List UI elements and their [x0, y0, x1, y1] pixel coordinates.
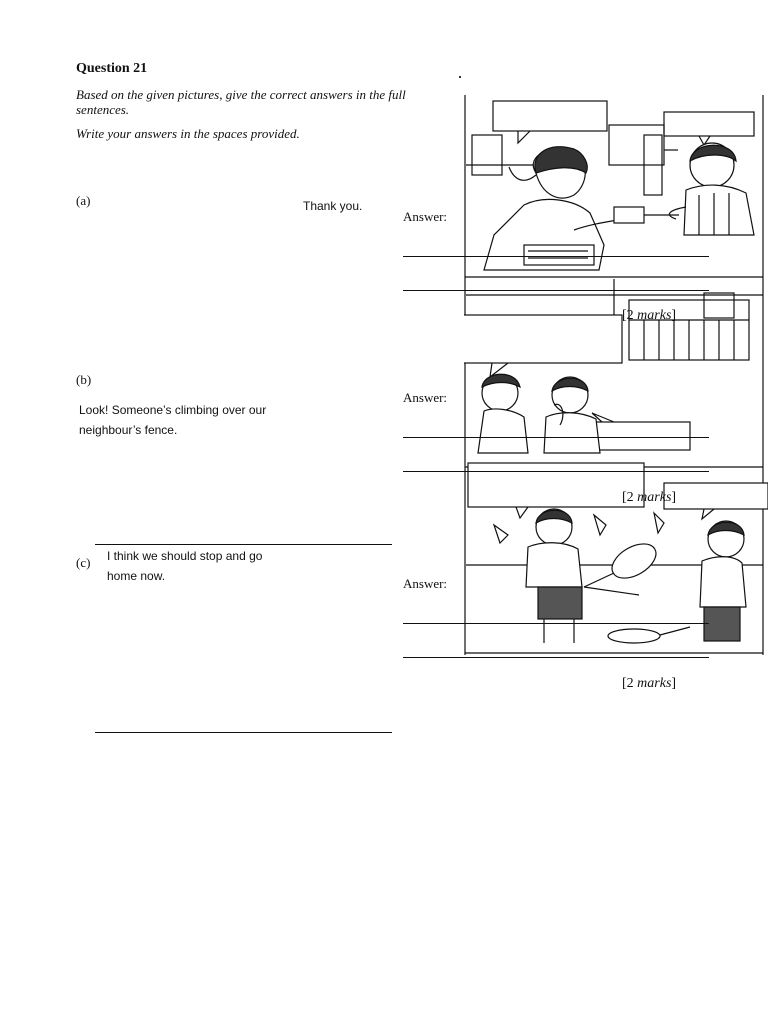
marks-a: [2 marks]: [622, 308, 677, 323]
part-c-bottom-line: [95, 732, 392, 733]
part-a-label: (a): [76, 193, 91, 208]
picture-panel: [464, 95, 768, 655]
part-c-top-line: [95, 544, 392, 545]
stray-dot: [459, 76, 461, 78]
marks-b: [2 marks]: [622, 490, 677, 505]
answer-a-line-1[interactable]: [403, 256, 709, 257]
part-b-label: (b): [76, 372, 92, 387]
part-c-label: (c): [76, 555, 91, 570]
part-b-speech: Look! Someone’s climbing over our neighbour’s fence.: [79, 403, 267, 437]
instruction-2: Write your answers in the spaces provided.: [76, 126, 300, 141]
fence-scene-illustration: [464, 279, 763, 453]
part-c-speech: I think we should stop and go home now.: [107, 549, 263, 583]
marks-c: [2 marks]: [622, 676, 677, 691]
answer-c-line-2[interactable]: [403, 657, 709, 658]
part-a-speech: Thank you.: [303, 199, 363, 213]
badminton-scene-illustration: [466, 463, 768, 643]
shop-scene-illustration: [466, 101, 754, 270]
answer-b-line-1[interactable]: [403, 437, 709, 438]
question-title: Question 21: [76, 61, 148, 76]
answer-a-label: Answer:: [403, 209, 448, 224]
instruction-1: Based on the given pictures, give the correct answers in the full sentences.: [76, 87, 406, 117]
answer-c-line-1[interactable]: [403, 623, 709, 624]
answer-b-label: Answer:: [403, 390, 448, 405]
answer-b-line-2[interactable]: [403, 471, 709, 472]
answer-a-line-2[interactable]: [403, 290, 709, 291]
answer-c-label: Answer:: [403, 576, 448, 591]
